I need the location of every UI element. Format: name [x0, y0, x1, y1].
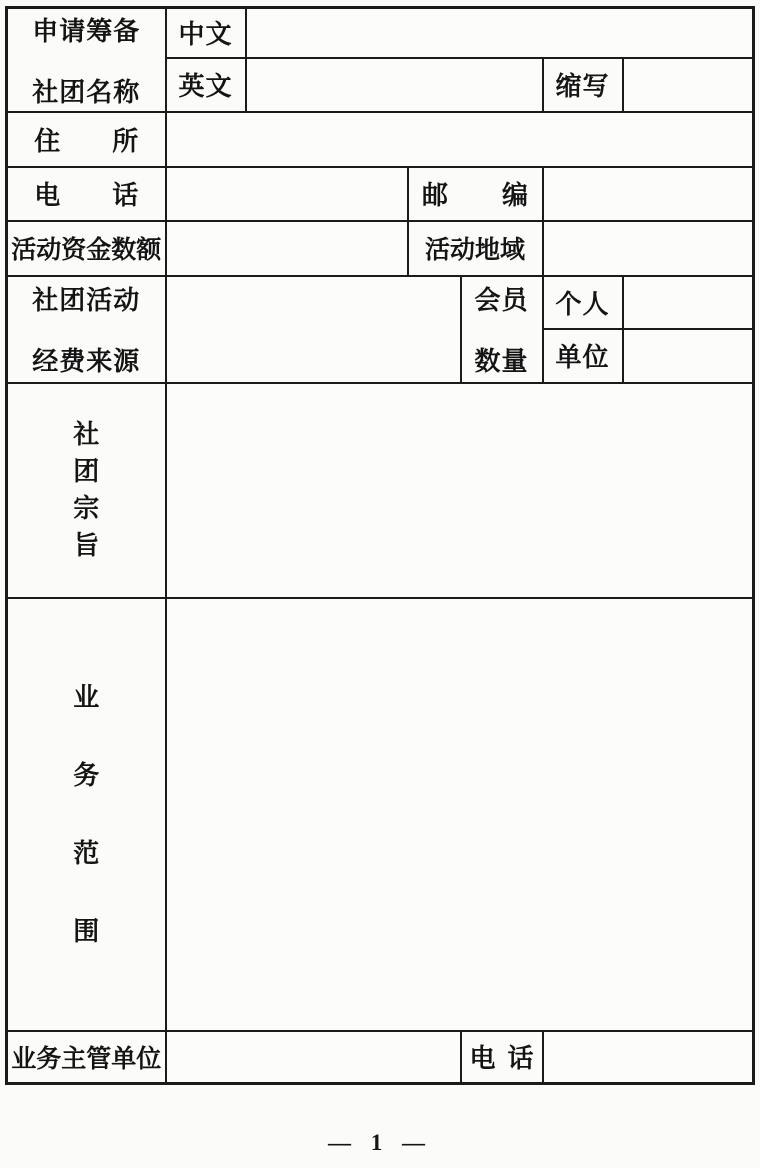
business-scope-field[interactable]: [166, 598, 754, 1031]
unit-members-label: 单位: [543, 329, 623, 383]
registration-form-table: [5, 6, 755, 1085]
purpose-field[interactable]: [166, 383, 754, 598]
funds-amount-field[interactable]: [166, 221, 408, 276]
chinese-name-label: 中文: [166, 8, 246, 58]
page-number: — 1 —: [328, 1130, 432, 1155]
business-scope-label: 业务范围: [7, 598, 166, 1031]
funding-source-label-line1: 社团活动: [32, 285, 141, 315]
postcode-label: 邮编: [408, 167, 543, 221]
org-name-label-line2: 社团名称: [32, 76, 141, 107]
unit-members-field[interactable]: [623, 329, 754, 383]
activity-region-label: 活动地域: [408, 221, 543, 276]
supervisor-phone-label: 电话: [461, 1031, 543, 1084]
member-count-label-line2: 数量: [474, 346, 529, 376]
supervisor-unit-field[interactable]: [166, 1031, 461, 1084]
phone-label: 电话: [7, 167, 166, 221]
purpose-label: 社团宗旨: [7, 383, 166, 598]
activity-region-field[interactable]: [543, 221, 754, 276]
supervisor-phone-field[interactable]: [543, 1031, 754, 1084]
abbreviation-label: 缩写: [543, 58, 623, 112]
funds-amount-label: 活动资金数额: [7, 221, 166, 276]
member-count-label: [461, 276, 543, 383]
member-count-label-line1: 会员: [474, 285, 529, 315]
individual-members-field[interactable]: [623, 276, 754, 329]
org-name-label-line1: 申请筹备: [32, 15, 141, 46]
org-name-label: [7, 8, 166, 112]
english-name-field[interactable]: [246, 58, 543, 112]
funding-source-field[interactable]: [166, 276, 461, 383]
english-name-label: 英文: [166, 58, 246, 112]
supervisor-unit-label: 业务主管单位: [7, 1031, 166, 1084]
abbreviation-field[interactable]: [623, 58, 754, 112]
address-label: 住所: [7, 112, 166, 167]
funding-source-label: [7, 276, 166, 383]
funding-source-label-line2: 经费来源: [32, 346, 141, 376]
chinese-name-field[interactable]: [246, 8, 754, 58]
postcode-field[interactable]: [543, 167, 754, 221]
address-field[interactable]: [166, 112, 754, 167]
individual-members-label: 个人: [543, 276, 623, 329]
phone-field[interactable]: [166, 167, 408, 221]
